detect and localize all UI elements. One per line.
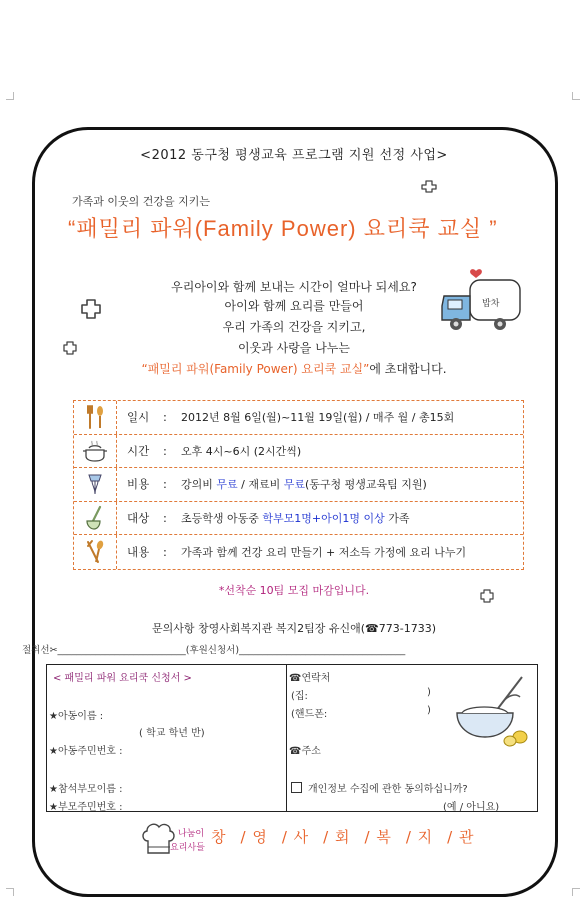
- org-char: 창: [211, 828, 227, 846]
- mobile-phone-field[interactable]: (핸드폰:: [291, 709, 328, 720]
- page-corner-mark: [6, 92, 14, 100]
- org-char: 회: [334, 828, 351, 846]
- org-char: 관: [458, 828, 475, 846]
- info-value: 가족과 함께 건강 요리 만들기 + 저소득 가정에 요리 나누기: [181, 546, 467, 560]
- child-name-field[interactable]: ★아동이름 :: [49, 711, 104, 722]
- intro-line: 아이와 함께 요리를 만들어: [224, 299, 364, 313]
- child-id-field[interactable]: ★아동주민번호 :: [49, 746, 123, 757]
- consent-row: [291, 780, 468, 795]
- page-title: “패밀리 파워(Family Power) 요리쿡 교실 ”: [68, 216, 498, 241]
- school-grade-field[interactable]: ( 학교 학년 반): [139, 728, 205, 739]
- consent-options[interactable]: (예 / 아니요): [443, 802, 500, 813]
- info-row-cost: 비용 : 강의비 무료 / 재료비 무료(동구청 평생교육팀 지원): [74, 468, 523, 502]
- invitation-highlight: “패밀리 파워(Family Power) 요리쿡 교실”: [141, 362, 370, 376]
- info-row-date: 일시 : 2012년 8월 6일(월)~11월 19일(월) / 매주 월 / 총15회: [74, 401, 523, 435]
- cut-line: 절취선✂___________________________(후원신청서)___________________________________: [22, 645, 406, 656]
- form-divider: [286, 665, 287, 811]
- mixing-bowl-icon: [452, 673, 530, 753]
- logo-line: 나눔이: [178, 829, 205, 839]
- consent-checkbox[interactable]: [291, 782, 302, 793]
- org-char: 사: [293, 828, 310, 846]
- org-char: 복: [376, 828, 392, 846]
- organization-name: 창 / 영 / 사 / 회 / 복 / 지 / 관: [211, 828, 475, 846]
- whisk-icon: [85, 472, 105, 496]
- info-label: 내용: [127, 545, 150, 560]
- info-label: 비용: [127, 477, 150, 492]
- utensils-icon: [84, 404, 106, 430]
- subtitle: 가족과 이웃의 건강을 지키는: [72, 195, 211, 208]
- info-label: 시간: [127, 443, 150, 458]
- application-form: [46, 664, 538, 812]
- contact-label: ☎연락처: [289, 673, 331, 684]
- program-info-table: [73, 400, 524, 570]
- info-value: 오후 4시~6시 (2시간씩): [181, 444, 302, 458]
- info-row-content: 내용 : 가족과 함께 건강 요리 만들기 + 저소득 가정에 요리 나누기: [74, 535, 523, 569]
- invitation-tail: 에 초대합니다.: [369, 362, 447, 376]
- page-corner-mark: [572, 92, 580, 100]
- home-phone-close: ): [427, 687, 431, 698]
- cooking-pot-icon: [82, 440, 108, 462]
- parent-name-field[interactable]: ★참석부모이름 :: [49, 784, 123, 795]
- contact-info: 문의사항 창영사회복지관 복지2팀장 유신애(☎773-1733): [152, 622, 436, 635]
- intro-line: 우리아이와 함께 보내는 시간이 얼마나 되세요?: [171, 280, 417, 294]
- org-char: 영: [252, 828, 268, 846]
- consent-question: 개인정보 수집에 관한 동의하십니까?: [308, 784, 468, 795]
- page-corner-mark: [6, 888, 14, 896]
- info-label: 대상: [127, 511, 150, 526]
- info-value: 강의비 무료 / 재료비 무료(동구청 평생교육팀 지원): [181, 478, 427, 492]
- info-row-target: 대상 : 초등학생 아동중 학부모1명+아이1명 이상 가족: [74, 502, 523, 536]
- intro-line: 이웃과 사랑을 나누는: [238, 341, 350, 355]
- invitation-line: [0, 360, 588, 377]
- info-row-time: 시간 : 오후 4시~6시 (2시간씩): [74, 435, 523, 469]
- form-title: < 패밀리 파워 요리쿡 신청서 >: [53, 673, 192, 684]
- rice-truck-illustration: [440, 262, 522, 334]
- truck-sign: 밥차: [482, 299, 500, 309]
- notice-text: *선착순 10팀 모집 마감입니다.: [218, 584, 370, 597]
- ladle-icon: [84, 505, 106, 531]
- logo-line: 요리사들: [170, 843, 205, 853]
- parent-id-field[interactable]: ★부모주민번호 :: [49, 802, 123, 813]
- address-field[interactable]: ☎주소: [289, 746, 321, 757]
- org-char: 지: [417, 828, 434, 846]
- home-phone-field[interactable]: (집:: [291, 691, 308, 702]
- spoon-fork-icon: [83, 539, 107, 565]
- mobile-phone-close: ): [427, 705, 431, 716]
- info-label: 일시: [127, 410, 150, 425]
- info-value: 2012년 8월 6일(월)~11월 19일(월) / 매주 월 / 총15회: [181, 411, 455, 425]
- info-value: 초등학생 아동중 학부모1명+아이1명 이상 가족: [181, 512, 410, 526]
- program-header: <2012 동구청 평생교육 프로그램 지원 선정 사업>: [140, 148, 448, 163]
- page-corner-mark: [572, 888, 580, 896]
- flower-icon: [421, 179, 437, 193]
- intro-line: 우리 가족의 건강을 지키고,: [222, 320, 366, 334]
